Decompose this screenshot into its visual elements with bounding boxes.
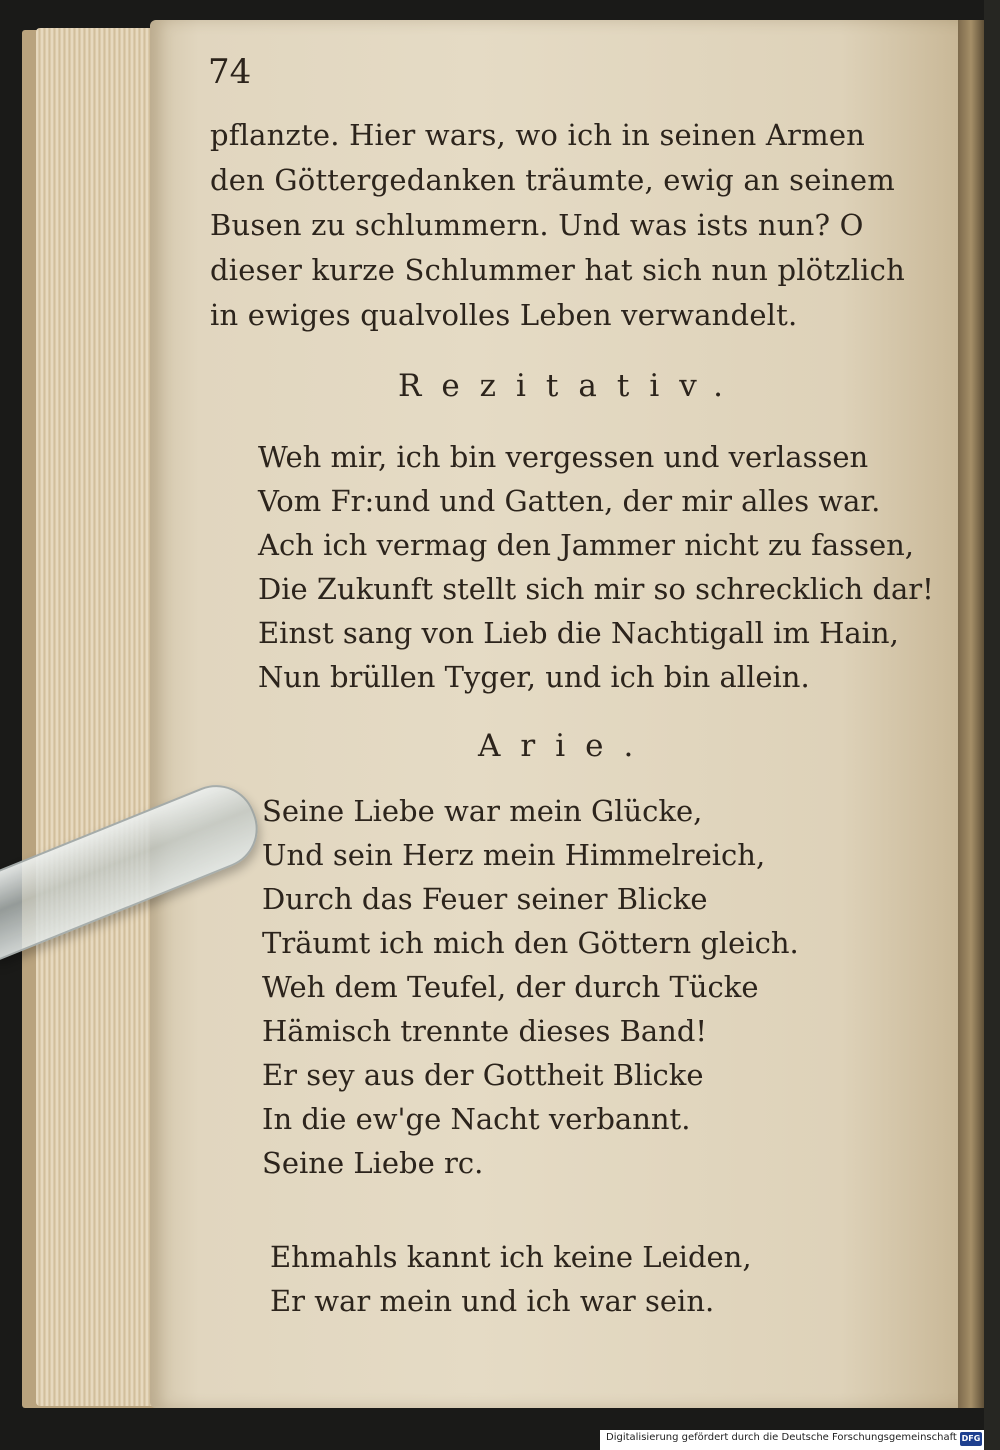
rezitativ-heading: Rezitativ. [398, 368, 743, 404]
arie-closing-line: Ehmahls kannt ich keine Leiden, [270, 1240, 752, 1274]
arie-closing-line: Er war mein und ich war sein. [270, 1284, 715, 1318]
rezitativ-line: Ach ich vermag den Jammer nicht zu fassen, [258, 528, 915, 562]
dfg-logo-icon: DFG [960, 1432, 982, 1446]
arie-line: Und sein Herz mein Himmelreich, [262, 838, 766, 872]
arie-line: Weh dem Teufel, der durch Tücke [262, 970, 759, 1004]
rezitativ-line: Die Zukunft stellt sich mir so schrecklich dar! [258, 572, 934, 606]
background-strip [984, 0, 1000, 1450]
arie-line: Hämisch trennte dieses Band! [262, 1014, 708, 1048]
prose-line: pflanzte. Hier wars, wo ich in seinen Armen [210, 118, 866, 152]
book-binding [958, 20, 984, 1408]
arie-heading: Arie. [478, 728, 654, 764]
rezitativ-line: Weh mir, ich bin vergessen und verlassen [258, 440, 869, 474]
arie-line: Durch das Feuer seiner Blicke [262, 882, 708, 916]
rezitativ-line: Vom Fr:und und Gatten, der mir alles war. [258, 484, 881, 518]
arie-line: Seine Liebe war mein Glücke, [262, 794, 703, 828]
arie-line: Seine Liebe rc. [262, 1146, 484, 1180]
prose-line: dieser kurze Schlummer hat sich nun plötzlich [210, 253, 905, 287]
prose-line: in ewiges qualvolles Leben verwandelt. [210, 298, 798, 332]
rezitativ-line: Einst sang von Lieb die Nachtigall im Hain, [258, 616, 899, 650]
arie-line: Er sey aus der Gottheit Blicke [262, 1058, 704, 1092]
arie-line: In die ew'ge Nacht verbannt. [262, 1102, 691, 1136]
rezitativ-line: Nun brüllen Tyger, und ich bin allein. [258, 660, 810, 694]
prose-line: Busen zu schlummern. Und was ists nun? O [210, 208, 864, 242]
page-number: 74 [208, 52, 252, 92]
footer-credit: Digitalisierung gefördert durch die Deutsche Forschungsgemeinschaft [606, 1432, 957, 1443]
prose-line: den Göttergedanken träumte, ewig an seinem [210, 163, 895, 197]
arie-line: Träumt ich mich den Göttern gleich. [262, 926, 799, 960]
